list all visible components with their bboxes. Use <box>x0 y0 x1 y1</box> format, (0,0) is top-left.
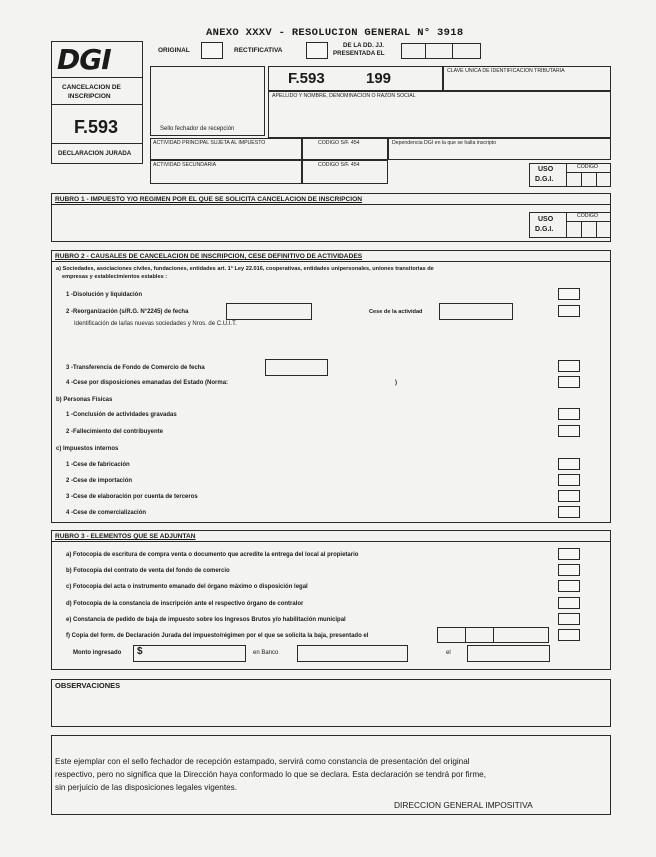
footer-text-2: respectivo, pero no significa que la Dirección haya conformado lo que se declara. Esta declaración se tendrá por firme, <box>55 770 486 779</box>
dependencia-label: Dependencia DGI en la que se halla inscripto <box>392 140 497 146</box>
sello-label: Sello fechador de recepción <box>160 126 235 132</box>
r3-e-checkbox[interactable] <box>558 613 580 625</box>
act-secundaria-label: ACTIVIDAD SECUNDARIA <box>153 162 217 168</box>
uso-label-1: USO <box>538 166 554 173</box>
name-label: APELLIDO Y NOMBRE, DENOMINACION O RAZON SOCIAL <box>272 93 416 99</box>
rectificativa-checkbox[interactable] <box>306 42 328 59</box>
ddjj-date-field[interactable] <box>401 43 481 59</box>
r3-b-checkbox[interactable] <box>558 564 580 576</box>
c2-checkbox[interactable] <box>558 474 580 486</box>
el-label: el <box>446 650 451 656</box>
rubro2-b: b) Personas Físicas <box>56 397 113 403</box>
ddjj-label-2: PRESENTADA EL <box>333 50 385 57</box>
form-code-num: 199 <box>366 70 392 87</box>
a2-date-field[interactable] <box>226 303 312 320</box>
act-principal-label: ACTIVIDAD PRINCIPAL SUJETA AL IMPUESTO <box>153 140 266 146</box>
original-label: ORIGINAL <box>158 47 190 54</box>
monto-label: Monto ingresado <box>73 650 122 656</box>
form-code: F.593 <box>288 70 325 87</box>
form-subtitle: DECLARACION JURADA <box>58 150 132 157</box>
footer-signature: DIRECCION GENERAL IMPOSITIVA <box>394 800 533 810</box>
dgi-label-2: D.G.I. <box>535 226 554 233</box>
c1-checkbox[interactable] <box>558 458 580 470</box>
monto-value: $ <box>137 646 143 657</box>
rubro2-a-line1: a) Sociedades, asociaciones civiles, fundaciones, entidades art. 1° Ley 22.016, cooperativas, entidades unipersonales, uniones transitorias de <box>56 266 434 272</box>
banco-label: en Banco <box>253 650 279 656</box>
rubro2-c3: 3 -Cese de elaboración por cuenta de terceros <box>66 494 198 500</box>
footer-text-3: sin perjuicio de las disposiciones legales vigentes. <box>55 783 238 792</box>
c4-checkbox[interactable] <box>558 506 580 518</box>
form-title: ANEXO XXXV - RESOLUCION GENERAL N° 3918 <box>206 27 464 39</box>
rubro2-title: RUBRO 2 - CAUSALES DE CANCELACION DE INSCRIPCION, CESE DEFINITIVO DE ACTIVIDADES <box>55 253 363 260</box>
rubro2-a4-close: ) <box>395 380 397 386</box>
cese-actividad-field[interactable] <box>439 303 513 320</box>
a3-date-field[interactable] <box>265 359 328 376</box>
original-checkbox[interactable] <box>201 42 223 59</box>
rubro2-a1: 1 -Disolución y liquidación <box>66 292 143 298</box>
rubro2-a2-note: Identificación de la/las nuevas sociedades y Nros. de C.U.I.T. <box>74 321 237 327</box>
banco-date-field[interactable] <box>467 645 550 662</box>
observaciones-section[interactable] <box>51 679 611 727</box>
monto-field[interactable] <box>133 645 246 662</box>
rubro3-b: b) Fotocopia del contrato de venta del fondo de comercio <box>66 568 230 574</box>
cuit-label: CLAVE UNICA DE IDENTIFICACION TRIBUTARIA <box>447 68 565 74</box>
c3-checkbox[interactable] <box>558 490 580 502</box>
rubro2-c: c) Impuestos internos <box>56 446 119 452</box>
codigo-small-1: CODIGO <box>577 164 599 170</box>
rubro2-b2: 2 -Fallecimiento del contribuyente <box>66 429 164 435</box>
cese-actividad-label: Cese de la actividad <box>369 309 423 315</box>
a4-checkbox[interactable] <box>558 376 580 388</box>
observaciones-title: OBSERVACIONES <box>55 681 121 690</box>
r3-d-checkbox[interactable] <box>558 597 580 609</box>
dgi-logo: DGI <box>57 43 111 76</box>
r3-f-checkbox[interactable] <box>558 629 580 641</box>
a3-checkbox[interactable] <box>558 360 580 372</box>
codigo-label-1: CODIGO S/F. 454 <box>318 140 360 146</box>
a1-checkbox[interactable] <box>558 288 580 300</box>
rubro3-e: e) Constancia de pedido de baja de impuesto sobre los Ingresos Brutos y/o habilitación municipal <box>66 617 346 623</box>
banco-field[interactable] <box>297 645 408 662</box>
footer-text-1: Este ejemplar con el sello fechador de recepción estampado, servirá como constancia de presentación del original <box>55 757 470 766</box>
rubro3-c: c) Fotocopia del acta o instrumento emanado del órgano máximo o disposición legal <box>66 584 308 590</box>
rubro2-a3: 3 -Transferencia de Fondo de Comercio de fecha <box>66 365 205 371</box>
a2-checkbox[interactable] <box>558 305 580 317</box>
rubro2-c2: 2 -Cese de importación <box>66 478 133 484</box>
rubro3-title: RUBRO 3 - ELEMENTOS QUE SE ADJUNTAN <box>55 533 196 540</box>
form-title-1: CANCELACION DE <box>62 84 121 91</box>
rubro2-a-line2: empresas y establecimientos estables : <box>62 274 168 280</box>
codigo-label-2: CODIGO S/F. 454 <box>318 162 360 168</box>
rubro2-c1: 1 -Cese de fabricación <box>66 462 130 468</box>
ddjj-label-1: DE LA DD. JJ. <box>343 42 385 49</box>
r3-c-checkbox[interactable] <box>558 580 580 592</box>
rubro2-section <box>51 250 611 523</box>
form-title-2: INSCRIPCION <box>68 93 111 100</box>
rubro3-f: f) Copia del form. de Declaración Jurada del impuesto/régimen por el que se solicita la baja, presentado el <box>66 633 369 639</box>
codigo-small-2: CODIGO <box>577 213 599 219</box>
rubro3-a: a) Fotocopia de escritura de compra venta o documento que acredite la entrega del local al propietario <box>66 552 359 558</box>
rubro1-title: RUBRO 1 - IMPUESTO Y/O REGIMEN POR EL QUE SE SOLICITA CANCELACION DE INSCRIPCION <box>55 196 363 203</box>
uso-label-2: USO <box>538 216 554 223</box>
form-number: F.593 <box>74 117 119 137</box>
r3-a-checkbox[interactable] <box>558 548 580 560</box>
b2-checkbox[interactable] <box>558 425 580 437</box>
rubro2-c4: 4 -Cese de comercialización <box>66 510 147 516</box>
rubro3-d: d) Fotocopia de la constancia de inscripción ante el respectivo órgano de contralor <box>66 601 304 607</box>
rubro2-a4: 4 -Cese por disposiciones emanadas del Estado (Norma: <box>66 380 229 386</box>
rectificativa-label: RECTIFICATIVA <box>234 47 283 54</box>
dgi-label-1: D.G.I. <box>535 176 554 183</box>
rubro2-a2: 2 -Reorganización (s/R.G. N°2245) de fecha <box>66 309 189 315</box>
b1-checkbox[interactable] <box>558 408 580 420</box>
rubro2-b1: 1 -Conclusión de actividades gravadas <box>66 412 177 418</box>
